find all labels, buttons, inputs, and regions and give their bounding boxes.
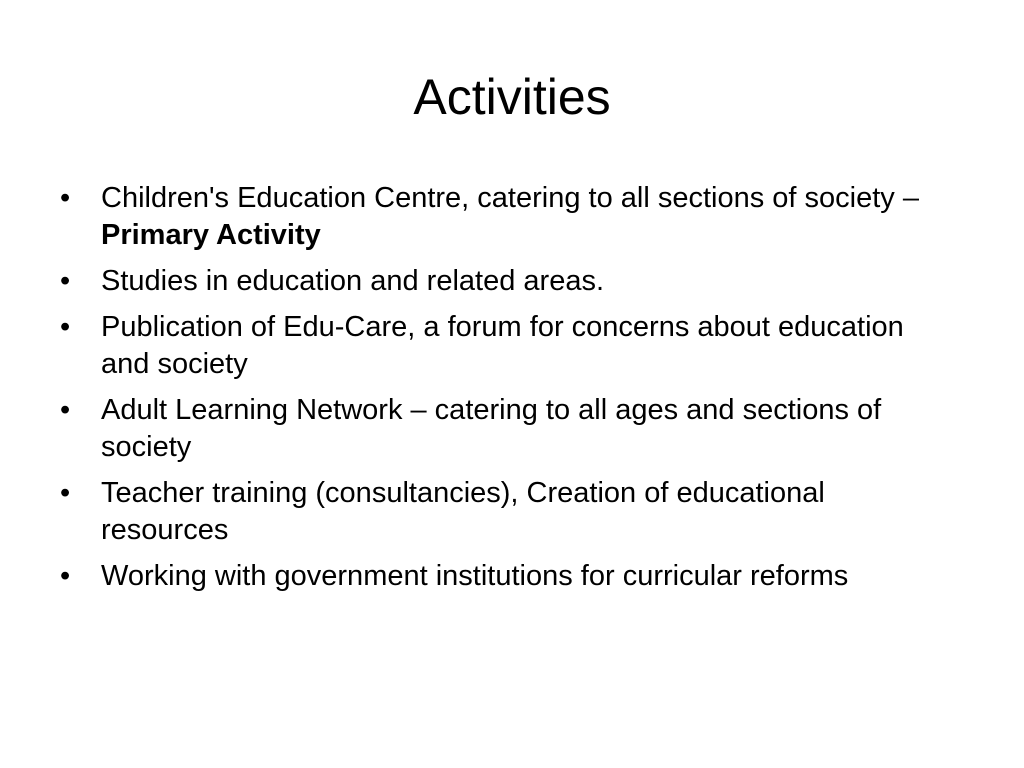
bullet-dot-icon: • [60, 560, 71, 592]
bullet-text: Publication of Edu-Care, a forum for concerns about education and society [101, 311, 904, 380]
bullet-item [56, 309, 956, 383]
bullet-item [56, 475, 956, 549]
bullet-dot-icon: • [60, 182, 71, 214]
bullet-text: Teacher training (consultancies), Creation of educational resources [101, 477, 825, 546]
bullet-item [56, 180, 956, 254]
bullet-bold-text: Primary Activity [101, 219, 321, 251]
bullet-dot-icon: • [60, 311, 71, 343]
bullet-item [56, 558, 956, 595]
bullet-item [56, 263, 956, 300]
bullet-dot-icon: • [60, 265, 71, 297]
bullet-text: Children's Education Centre, catering to all sections of society – [101, 182, 919, 214]
slide-title: Activities [413, 69, 611, 125]
bullet-text: Adult Learning Network – catering to all ages and sections of society [101, 394, 882, 463]
bullet-dot-icon: • [60, 477, 71, 509]
bullet-item [56, 392, 956, 466]
bullet-list [56, 180, 956, 604]
bullet-dot-icon: • [60, 394, 71, 426]
bullet-text: Studies in education and related areas. [101, 265, 605, 297]
bullet-text: Working with government institutions for curricular reforms [101, 560, 849, 592]
